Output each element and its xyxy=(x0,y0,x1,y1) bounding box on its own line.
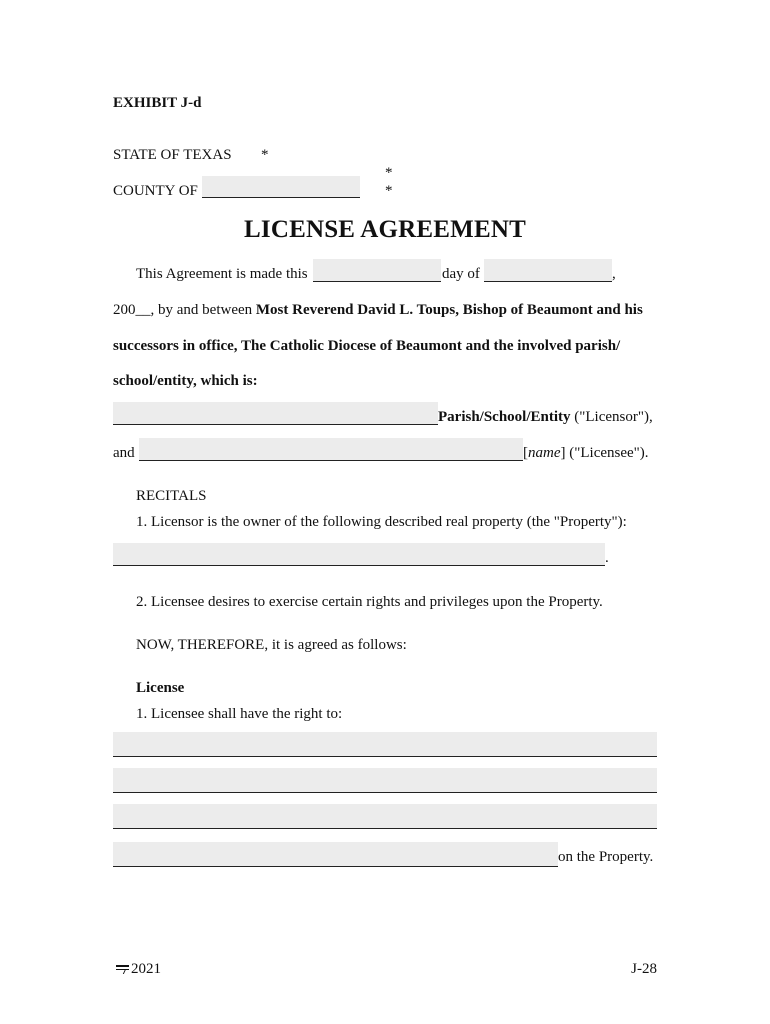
right-field-3[interactable] xyxy=(113,804,657,829)
licensee-suffix: ("Licensee"). xyxy=(565,445,649,461)
right-field-2[interactable] xyxy=(113,768,657,793)
month-field[interactable] xyxy=(484,259,612,282)
page-number: J-28 xyxy=(631,961,657,977)
on-property-text: on the Property. xyxy=(558,849,654,865)
property-period: . xyxy=(605,550,609,566)
right-field-1[interactable] xyxy=(113,732,657,757)
entity-text: school/entity, which is: xyxy=(113,373,258,389)
venue-star-3: * xyxy=(385,183,393,199)
county-field[interactable] xyxy=(202,176,360,198)
and-label: and xyxy=(113,445,135,461)
licensor-line xyxy=(438,409,653,426)
now-therefore-text: NOW, THEREFORE, it is agreed as follows: xyxy=(136,637,407,653)
name-label: name xyxy=(528,445,561,461)
right-field-4[interactable] xyxy=(113,842,558,867)
intro-comma: , xyxy=(612,266,616,282)
county-label: COUNTY OF xyxy=(113,183,198,199)
venue-star-1: * xyxy=(261,147,269,163)
form-revision-icon xyxy=(116,965,130,974)
licensor-type-text: Parish/School/Entity xyxy=(438,409,571,425)
year-prefix: 200__, by and between xyxy=(113,302,253,318)
recital-2: 2. Licensee desires to exercise certain rights and privileges upon the Property. xyxy=(136,594,603,610)
licensor-suffix: ("Licensor"), xyxy=(570,409,653,425)
venue-star-2: * xyxy=(385,165,393,181)
parties-line xyxy=(113,302,643,319)
intro-prefix: This Agreement is made this xyxy=(136,266,308,282)
footer-year: 2021 xyxy=(131,961,161,977)
licensor-field[interactable] xyxy=(113,402,438,425)
footer-left xyxy=(116,961,161,978)
license-heading: License xyxy=(136,680,185,696)
successors-text: successors in office, The Catholic Diocese of Beaumont and the involved parish/ xyxy=(113,338,621,354)
day-field[interactable] xyxy=(313,259,441,282)
licensee-line: [name] ("Licensee"). xyxy=(523,445,649,461)
licensor-bishop-text: Most Reverend David L. Toups, Bishop of Beaumont and his xyxy=(255,302,643,318)
state-label: STATE OF TEXAS xyxy=(113,147,232,163)
document-title: LICENSE AGREEMENT xyxy=(244,216,526,243)
property-field[interactable] xyxy=(113,543,605,566)
day-of-label: day of xyxy=(442,266,480,282)
exhibit-label: EXHIBIT J-d xyxy=(113,95,202,111)
recital-1: 1. Licensor is the owner of the following described real property (the "Property"): xyxy=(136,514,627,530)
licensee-field[interactable] xyxy=(139,438,523,461)
license-item-1: 1. Licensee shall have the right to: xyxy=(136,706,343,722)
recitals-heading: RECITALS xyxy=(136,488,207,504)
